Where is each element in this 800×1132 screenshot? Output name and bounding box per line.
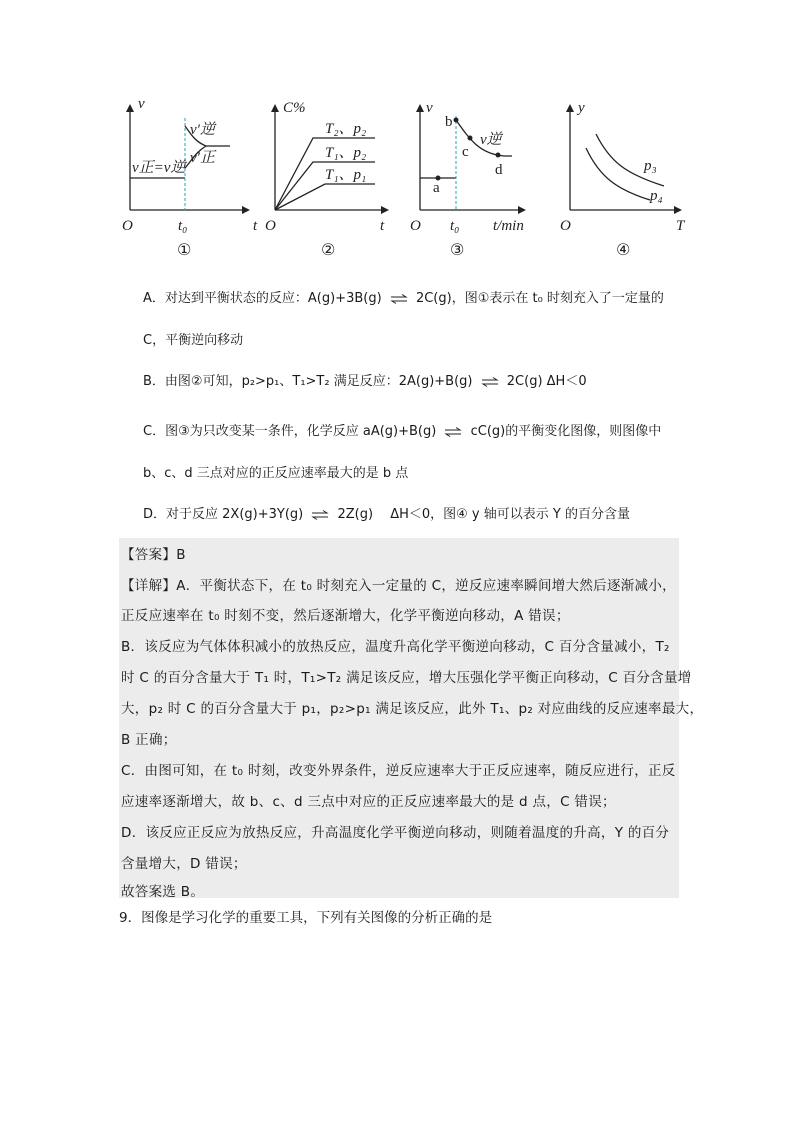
explanation-line: 【详解】A．平衡状态下，在 t₀ 时刻充入一定量的 C，逆反应速率瞬间增大然后逐渐减小， bbox=[121, 578, 676, 594]
equilibrium-arrow-icon bbox=[311, 510, 329, 520]
option-c-line2: b、c、d 三点对应的正反应速率最大的是 b 点 bbox=[143, 466, 409, 481]
explanation-line: 大，p₂ 时 C 的百分含量大于 p₁，p₂>p₁ 满足该反应，此外 T₁、p₂ 对应曲线的反应速率最大， bbox=[121, 701, 704, 717]
explanation-line: 正反应速率在 t₀ 时刻不变，然后逐渐增大，化学平衡逆向移动，A 错误； bbox=[121, 608, 570, 624]
option-b-text-pre: B．由图②可知，p₂>p₁、T₁>T₂ 满足反应：2A(g)+B(g) bbox=[143, 374, 473, 389]
option-c-line1 bbox=[143, 420, 661, 439]
graph-2 bbox=[255, 98, 405, 268]
graph1-t0: t₀ bbox=[178, 218, 188, 234]
option-d-text-pre: D．对于反应 2X(g)+3Y(g) bbox=[143, 507, 304, 522]
option-b bbox=[143, 370, 587, 389]
equilibrium-arrow-icon bbox=[481, 377, 499, 387]
graph2-ylabel: C% bbox=[283, 100, 306, 116]
graph1-v-fwd-prime: v′正 bbox=[190, 150, 215, 166]
graph1-eq-label: v正=v逆 bbox=[132, 160, 186, 176]
graph3-point-b: b bbox=[445, 114, 453, 130]
graph4-xlabel: T bbox=[676, 218, 685, 234]
explanation-line: D．该反应正反应为放热反应，升高温度化学平衡逆向移动，则随着温度的升高，Y 的百分 bbox=[121, 825, 670, 841]
graph3-xlabel: t/min bbox=[493, 218, 524, 234]
graph2-curve3-label: T₁、p₁ bbox=[325, 167, 367, 183]
graph3-t0: t₀ bbox=[450, 218, 460, 234]
graph2-curve1-label: T₂、p₂ bbox=[325, 121, 367, 137]
graph1-ylabel: v bbox=[138, 96, 145, 112]
option-d bbox=[143, 503, 630, 522]
answer-label: 【答案】B bbox=[121, 547, 186, 563]
graph3-ylabel: v bbox=[426, 100, 433, 116]
option-c-text-post: cC(g)的平衡变化图像，则图像中 bbox=[470, 424, 662, 439]
graph3-point-d: d bbox=[495, 162, 503, 178]
explanation-line: 时 C 的百分含量大于 T₁ 时，T₁>T₂ 满足该反应，增大压强化学平衡正向移动，C 百分含量增 bbox=[121, 670, 692, 686]
graph4-number: ④ bbox=[616, 240, 631, 259]
graph3-curve-label: v逆 bbox=[480, 132, 502, 148]
explanation-line: B 正确； bbox=[121, 732, 177, 748]
explanation-line: 含量增大，D 错误； bbox=[121, 856, 247, 872]
graph1-number: ① bbox=[177, 240, 192, 259]
graph4-p3-label: p₃ bbox=[644, 158, 657, 174]
graph2-curve2-label: T₁、p₂ bbox=[325, 145, 367, 161]
graph-1 bbox=[110, 98, 260, 268]
equilibrium-arrow-icon bbox=[390, 294, 408, 304]
graph1-xlabel: t bbox=[253, 218, 258, 234]
graph3-point-c: c bbox=[462, 144, 469, 160]
graph3-number: ③ bbox=[450, 240, 465, 259]
graph3-origin: O bbox=[410, 218, 421, 234]
graph4-ylabel: y bbox=[578, 100, 585, 116]
option-c-text-pre: C．图③为只改变某一条件，化学反应 aA(g)+B(g) bbox=[143, 424, 437, 439]
option-d-text-post: 2Z(g) ΔH＜0，图④ y 轴可以表示 Y 的百分含量 bbox=[337, 507, 630, 522]
option-a-text-post: 2C(g)，图①表示在 t₀ 时刻充入了一定量的 bbox=[415, 291, 664, 306]
explanation-line: B．该反应为气体体积减小的放热反应，温度升高化学平衡逆向移动，C 百分含量减小，T₂ bbox=[121, 639, 670, 655]
option-b-text-post: 2C(g) ΔH＜0 bbox=[506, 374, 587, 389]
graph4-p4-label: p₄ bbox=[650, 188, 663, 204]
option-a-line1 bbox=[143, 287, 664, 306]
explanation-line: 应速率逐渐增大，故 b、c、d 三点中对应的正反应速率最大的是 d 点，C 错误； bbox=[121, 794, 616, 810]
graph1-v-rev-prime: v′逆 bbox=[190, 122, 215, 138]
option-a-text-pre: A．对达到平衡状态的反应：A(g)+3B(g) bbox=[143, 291, 382, 306]
graph-4 bbox=[550, 98, 700, 268]
equilibrium-arrow-icon bbox=[444, 427, 462, 437]
graph2-xlabel: t bbox=[380, 218, 385, 234]
graph3-point-a: a bbox=[433, 180, 440, 196]
graph1-origin: O bbox=[122, 218, 133, 234]
question-9: 9．图像是学习化学的重要工具，下列有关图像的分析正确的是 bbox=[119, 910, 493, 926]
explanation-line: C．由图可知，在 t₀ 时刻，改变外界条件，逆反应速率大于正反应速率，随反应进行，正反 bbox=[121, 763, 676, 779]
option-a-line2: C，平衡逆向移动 bbox=[143, 333, 244, 348]
explanation-line: 故答案选 B。 bbox=[121, 884, 205, 900]
graph2-origin: O bbox=[265, 218, 276, 234]
graph2-number: ② bbox=[321, 240, 336, 259]
figure-graphs bbox=[110, 98, 700, 268]
graph-3 bbox=[400, 98, 550, 268]
graph4-origin: O bbox=[560, 218, 571, 234]
